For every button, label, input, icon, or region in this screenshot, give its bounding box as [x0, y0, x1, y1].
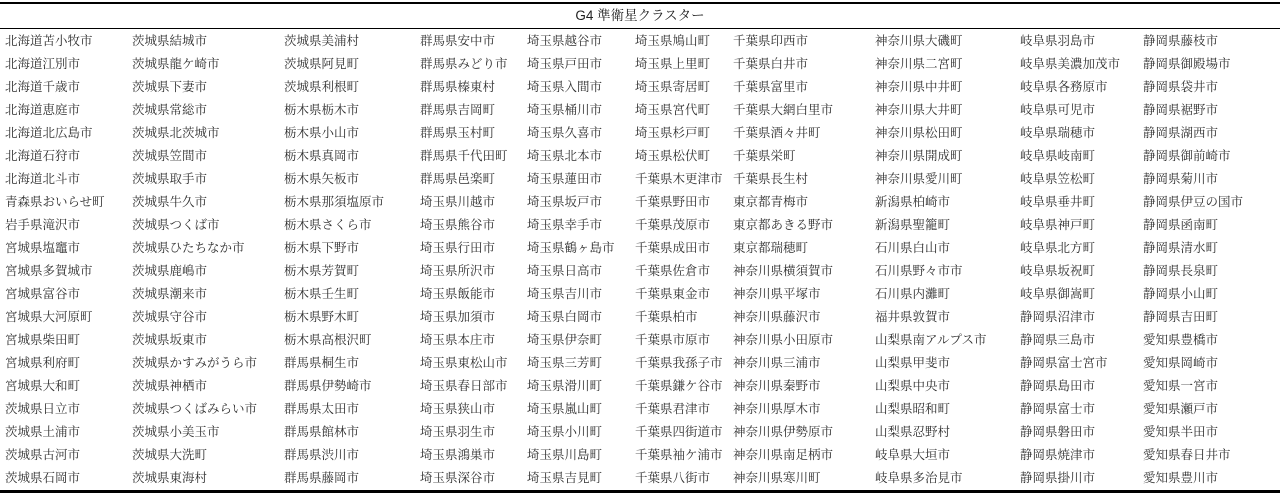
municipality-cell: 埼玉県日高市	[527, 264, 603, 278]
municipality-cell: 新潟県柏崎市	[875, 195, 951, 209]
municipality-cell: 群馬県桐生市	[284, 356, 360, 370]
municipality-cell: 茨城県石岡市	[5, 471, 81, 485]
municipality-cell: 埼玉県寄居町	[635, 80, 711, 94]
municipality-cell: 神奈川県横須賀市	[733, 264, 834, 278]
municipality-cell: 茨城県美浦村	[284, 34, 360, 48]
municipality-cell: 石川県野々市市	[875, 264, 963, 278]
municipality-cell: 栃木県栃木市	[284, 103, 360, 117]
municipality-cell: 茨城県潮来市	[132, 287, 208, 301]
table-row	[5, 237, 1278, 260]
municipality-cell: 埼玉県川越市	[420, 195, 496, 209]
municipality-cell: 埼玉県宮代町	[635, 103, 711, 117]
municipality-cell: 岐阜県笠松町	[1020, 172, 1096, 186]
municipality-cell: 埼玉県春日部市	[420, 379, 508, 393]
municipality-cell: 山梨県甲斐市	[875, 356, 951, 370]
municipality-cell: 埼玉県鶴ヶ島市	[527, 241, 615, 255]
municipality-cell: 埼玉県所沢市	[420, 264, 496, 278]
municipality-cell: 茨城県大洗町	[132, 448, 208, 462]
municipality-cell: 千葉県富里市	[733, 80, 809, 94]
municipality-cell: 宮城県多賀城市	[5, 264, 93, 278]
municipality-cell: 静岡県掛川市	[1020, 471, 1096, 485]
municipality-cell: 静岡県富士市	[1020, 402, 1096, 416]
municipality-cell: 埼玉県深谷市	[420, 471, 496, 485]
municipality-table	[5, 30, 1278, 490]
municipality-cell: 群馬県みどり市	[420, 57, 508, 71]
municipality-cell: 群馬県太田市	[284, 402, 360, 416]
municipality-cell: 神奈川県厚木市	[733, 402, 821, 416]
municipality-cell: 埼玉県伊奈町	[527, 333, 603, 347]
municipality-cell: 茨城県神栖市	[132, 379, 208, 393]
municipality-cell: 栃木県下野市	[284, 241, 360, 255]
municipality-cell: 茨城県坂東市	[132, 333, 208, 347]
municipality-cell: 群馬県伊勢崎市	[284, 379, 372, 393]
municipality-cell: 北海道江別市	[5, 57, 81, 71]
municipality-cell: 茨城県北茨城市	[132, 126, 220, 140]
municipality-cell: 神奈川県平塚市	[733, 287, 821, 301]
municipality-cell: 茨城県笠間市	[132, 149, 208, 163]
municipality-cell: 埼玉県北本市	[527, 149, 603, 163]
municipality-cell: 石川県内灘町	[875, 287, 951, 301]
municipality-cell: 千葉県市原市	[635, 333, 711, 347]
municipality-cell: 千葉県君津市	[635, 402, 711, 416]
table-row	[5, 398, 1278, 421]
municipality-cell: 茨城県日立市	[5, 402, 81, 416]
municipality-cell: 山梨県南アルプス市	[875, 333, 987, 347]
municipality-cell: 千葉県鎌ケ谷市	[635, 379, 723, 393]
municipality-cell: 千葉県佐倉市	[635, 264, 711, 278]
municipality-cell: 埼玉県入間市	[527, 80, 603, 94]
municipality-cell: 岐阜県岐南町	[1020, 149, 1096, 163]
municipality-cell: 茨城県阿見町	[284, 57, 360, 71]
municipality-cell: 茨城県ひたちなか市	[132, 241, 245, 255]
municipality-cell: 栃木県真岡市	[284, 149, 360, 163]
table-row	[5, 283, 1278, 306]
table-row	[5, 375, 1278, 398]
municipality-cell: 神奈川県松田町	[875, 126, 963, 140]
municipality-cell: 山梨県中央市	[875, 379, 951, 393]
municipality-cell: 岐阜県北方町	[1020, 241, 1096, 255]
municipality-cell: 栃木県野木町	[284, 310, 360, 324]
municipality-cell: 神奈川県中井町	[875, 80, 963, 94]
municipality-cell: 茨城県龍ケ崎市	[132, 57, 220, 71]
municipality-cell: 埼玉県鴻巣市	[420, 448, 496, 462]
municipality-cell: 神奈川県三浦市	[733, 356, 821, 370]
municipality-cell: 茨城県小美玉市	[132, 425, 220, 439]
municipality-cell: 埼玉県行田市	[420, 241, 496, 255]
municipality-cell: 神奈川県大磯町	[875, 34, 963, 48]
municipality-cell: 北海道恵庭市	[5, 103, 81, 117]
table-row	[5, 30, 1278, 53]
municipality-cell: 静岡県藤枝市	[1143, 34, 1219, 48]
table-row	[5, 99, 1278, 122]
municipality-cell: 神奈川県二宮町	[875, 57, 963, 71]
municipality-cell: 静岡県長泉町	[1143, 264, 1219, 278]
municipality-cell: 栃木県芳賀町	[284, 264, 360, 278]
mid-rule	[0, 28, 1280, 29]
municipality-cell: 岐阜県多治見市	[875, 471, 963, 485]
municipality-cell: 千葉県印西市	[733, 34, 809, 48]
table-row	[5, 260, 1278, 283]
municipality-cell: 埼玉県飯能市	[420, 287, 496, 301]
top-rule	[0, 2, 1280, 4]
municipality-cell: 愛知県春日井市	[1143, 448, 1231, 462]
municipality-cell: 群馬県榛東村	[420, 80, 496, 94]
municipality-cell: 埼玉県小川町	[527, 425, 603, 439]
municipality-cell: 神奈川県秦野市	[733, 379, 821, 393]
municipality-cell: 愛知県岡崎市	[1143, 356, 1219, 370]
municipality-cell: 埼玉県狭山市	[420, 402, 496, 416]
municipality-cell: 愛知県半田市	[1143, 425, 1219, 439]
municipality-cell: 埼玉県吉川市	[527, 287, 603, 301]
table-row	[5, 467, 1278, 490]
municipality-cell: 北海道北斗市	[5, 172, 81, 186]
municipality-cell: 茨城県つくばみらい市	[132, 402, 258, 416]
municipality-cell: 石川県白山市	[875, 241, 951, 255]
municipality-cell: 千葉県茂原市	[635, 218, 711, 232]
municipality-cell: 神奈川県大井町	[875, 103, 963, 117]
municipality-cell: 埼玉県滑川町	[527, 379, 603, 393]
municipality-cell: 静岡県御殿場市	[1143, 57, 1231, 71]
municipality-cell: 静岡県菊川市	[1143, 172, 1219, 186]
municipality-cell: 群馬県邑楽町	[420, 172, 496, 186]
municipality-cell: 埼玉県鳩山町	[635, 34, 711, 48]
municipality-cell: 千葉県栄町	[733, 149, 796, 163]
municipality-cell: 新潟県聖籠町	[875, 218, 951, 232]
municipality-cell: 茨城県東海村	[132, 471, 208, 485]
municipality-cell: 山梨県忍野村	[875, 425, 951, 439]
municipality-cell: 栃木県矢板市	[284, 172, 360, 186]
table-row	[5, 53, 1278, 76]
municipality-cell: 千葉県大網白里市	[733, 103, 834, 117]
municipality-cell: 静岡県湖西市	[1143, 126, 1219, 140]
municipality-cell: 埼玉県川島町	[527, 448, 603, 462]
municipality-cell: 神奈川県寒川町	[733, 471, 821, 485]
municipality-cell: 千葉県長生村	[733, 172, 809, 186]
municipality-cell: 千葉県四街道市	[635, 425, 723, 439]
municipality-cell: 埼玉県本庄市	[420, 333, 496, 347]
municipality-cell: 埼玉県蓮田市	[527, 172, 603, 186]
table-row	[5, 306, 1278, 329]
municipality-cell: 静岡県袋井市	[1143, 80, 1219, 94]
municipality-cell: 静岡県沼津市	[1020, 310, 1096, 324]
municipality-cell: 静岡県三島市	[1020, 333, 1096, 347]
municipality-cell: 茨城県結城市	[132, 34, 208, 48]
municipality-cell: 北海道千歳市	[5, 80, 81, 94]
municipality-cell: 宮城県柴田町	[5, 333, 81, 347]
municipality-cell: 埼玉県羽生市	[420, 425, 496, 439]
table-row	[5, 421, 1278, 444]
municipality-cell: 宮城県大河原町	[5, 310, 93, 324]
municipality-cell: 愛知県瀬戸市	[1143, 402, 1219, 416]
municipality-cell: 茨城県鹿嶋市	[132, 264, 208, 278]
municipality-cell: 神奈川県小田原市	[733, 333, 834, 347]
municipality-cell: 神奈川県藤沢市	[733, 310, 821, 324]
municipality-cell: 岐阜県御嵩町	[1020, 287, 1096, 301]
municipality-cell: 千葉県木更津市	[635, 172, 723, 186]
municipality-cell: 岩手県滝沢市	[5, 218, 81, 232]
municipality-cell: 栃木県さくら市	[284, 218, 372, 232]
municipality-cell: 群馬県千代田町	[420, 149, 508, 163]
municipality-cell: 静岡県伊豆の国市	[1143, 195, 1244, 209]
municipality-cell: 福井県敦賀市	[875, 310, 951, 324]
municipality-cell: 岐阜県大垣市	[875, 448, 951, 462]
municipality-cell: 静岡県吉田町	[1143, 310, 1219, 324]
municipality-cell: 静岡県小山町	[1143, 287, 1219, 301]
municipality-cell: 埼玉県白岡市	[527, 310, 603, 324]
municipality-cell: 埼玉県戸田市	[527, 57, 603, 71]
municipality-cell: 愛知県豊川市	[1143, 471, 1219, 485]
table-row	[5, 76, 1278, 99]
municipality-cell: 岐阜県瑞穂市	[1020, 126, 1096, 140]
table-row	[5, 329, 1278, 352]
municipality-cell: 埼玉県越谷市	[527, 34, 603, 48]
municipality-cell: 栃木県壬生町	[284, 287, 360, 301]
table-row	[5, 214, 1278, 237]
municipality-cell: 岐阜県羽島市	[1020, 34, 1096, 48]
municipality-cell: 東京都青梅市	[733, 195, 809, 209]
municipality-cell: 茨城県取手市	[132, 172, 208, 186]
municipality-cell: 茨城県つくば市	[132, 218, 220, 232]
municipality-cell: 茨城県かすみがうら市	[132, 356, 258, 370]
municipality-cell: 神奈川県伊勢原市	[733, 425, 834, 439]
municipality-cell: 群馬県吉岡町	[420, 103, 496, 117]
municipality-cell: 愛知県豊橋市	[1143, 333, 1219, 347]
municipality-cell: 静岡県裾野市	[1143, 103, 1219, 117]
municipality-cell: 東京都あきる野市	[733, 218, 834, 232]
municipality-cell: 埼玉県坂戸市	[527, 195, 603, 209]
municipality-cell: 東京都瑞穂町	[733, 241, 809, 255]
municipality-cell: 千葉県東金市	[635, 287, 711, 301]
municipality-cell: 群馬県渋川市	[284, 448, 360, 462]
municipality-cell: 岐阜県神戸町	[1020, 218, 1096, 232]
municipality-cell: 埼玉県吉見町	[527, 471, 603, 485]
municipality-cell: 北海道北広島市	[5, 126, 93, 140]
table-row	[5, 145, 1278, 168]
municipality-cell: 茨城県常総市	[132, 103, 208, 117]
municipality-cell: 静岡県御前崎市	[1143, 149, 1231, 163]
municipality-cell: 岐阜県坂祝町	[1020, 264, 1096, 278]
municipality-cell: 千葉県八街市	[635, 471, 711, 485]
municipality-cell: 埼玉県嵐山町	[527, 402, 603, 416]
municipality-cell: 埼玉県桶川市	[527, 103, 603, 117]
table-row	[5, 168, 1278, 191]
municipality-cell: 千葉県野田市	[635, 195, 711, 209]
municipality-cell: 群馬県玉村町	[420, 126, 496, 140]
municipality-cell: 千葉県袖ケ浦市	[635, 448, 723, 462]
municipality-cell: 宮城県塩竈市	[5, 241, 81, 255]
municipality-cell: 静岡県富士宮市	[1020, 356, 1108, 370]
municipality-cell: 岐阜県各務原市	[1020, 80, 1108, 94]
municipality-cell: 静岡県函南町	[1143, 218, 1219, 232]
municipality-cell: 埼玉県上里町	[635, 57, 711, 71]
municipality-cell: 群馬県藤岡市	[284, 471, 360, 485]
municipality-cell: 岐阜県垂井町	[1020, 195, 1096, 209]
municipality-cell: 山梨県昭和町	[875, 402, 951, 416]
table-row	[5, 444, 1278, 467]
municipality-cell: 愛知県一宮市	[1143, 379, 1219, 393]
table-row	[5, 191, 1278, 214]
municipality-cell: 千葉県白井市	[733, 57, 809, 71]
municipality-cell: 宮城県大和町	[5, 379, 81, 393]
municipality-cell: 静岡県島田市	[1020, 379, 1096, 393]
municipality-cell: 北海道苫小牧市	[5, 34, 93, 48]
municipality-cell: 千葉県成田市	[635, 241, 711, 255]
municipality-cell: 千葉県柏市	[635, 310, 698, 324]
municipality-cell: 岐阜県可児市	[1020, 103, 1096, 117]
municipality-cell: 栃木県那須塩原市	[284, 195, 385, 209]
municipality-cell: 神奈川県愛川町	[875, 172, 963, 186]
bottom-rule	[0, 490, 1280, 493]
municipality-cell: 群馬県安中市	[420, 34, 496, 48]
municipality-cell: 茨城県土浦市	[5, 425, 81, 439]
municipality-cell: 宮城県富谷市	[5, 287, 81, 301]
municipality-cell: 茨城県利根町	[284, 80, 360, 94]
municipality-cell: 茨城県守谷市	[132, 310, 208, 324]
municipality-cell: 埼玉県幸手市	[527, 218, 603, 232]
municipality-cell: 埼玉県加須市	[420, 310, 496, 324]
municipality-cell: 静岡県焼津市	[1020, 448, 1096, 462]
municipality-cell: 静岡県磐田市	[1020, 425, 1096, 439]
municipality-cell: 静岡県清水町	[1143, 241, 1219, 255]
municipality-cell: 群馬県館林市	[284, 425, 360, 439]
municipality-cell: 岐阜県美濃加茂市	[1020, 57, 1121, 71]
municipality-cell: 埼玉県東松山市	[420, 356, 508, 370]
municipality-cell: 茨城県牛久市	[132, 195, 208, 209]
table-title: G4 準衛星クラスター	[575, 8, 705, 23]
municipality-cell: 北海道石狩市	[5, 149, 81, 163]
municipality-cell: 埼玉県松伏町	[635, 149, 711, 163]
municipality-cell: 神奈川県開成町	[875, 149, 963, 163]
municipality-cell: 栃木県小山市	[284, 126, 360, 140]
municipality-cell: 埼玉県杉戸町	[635, 126, 711, 140]
municipality-cell: 栃木県高根沢町	[284, 333, 372, 347]
municipality-cell: 埼玉県久喜市	[527, 126, 603, 140]
municipality-cell: 茨城県下妻市	[132, 80, 208, 94]
table-row	[5, 122, 1278, 145]
municipality-cell: 青森県おいらせ町	[5, 195, 105, 209]
table-row	[5, 352, 1278, 375]
municipality-cell: 茨城県古河市	[5, 448, 81, 462]
municipality-cell: 千葉県我孫子市	[635, 356, 723, 370]
municipality-cell: 神奈川県南足柄市	[733, 448, 834, 462]
municipality-cell: 埼玉県三芳町	[527, 356, 603, 370]
municipality-cell: 宮城県利府町	[5, 356, 81, 370]
municipality-cell: 千葉県酒々井町	[733, 126, 821, 140]
municipality-cell: 埼玉県熊谷市	[420, 218, 496, 232]
